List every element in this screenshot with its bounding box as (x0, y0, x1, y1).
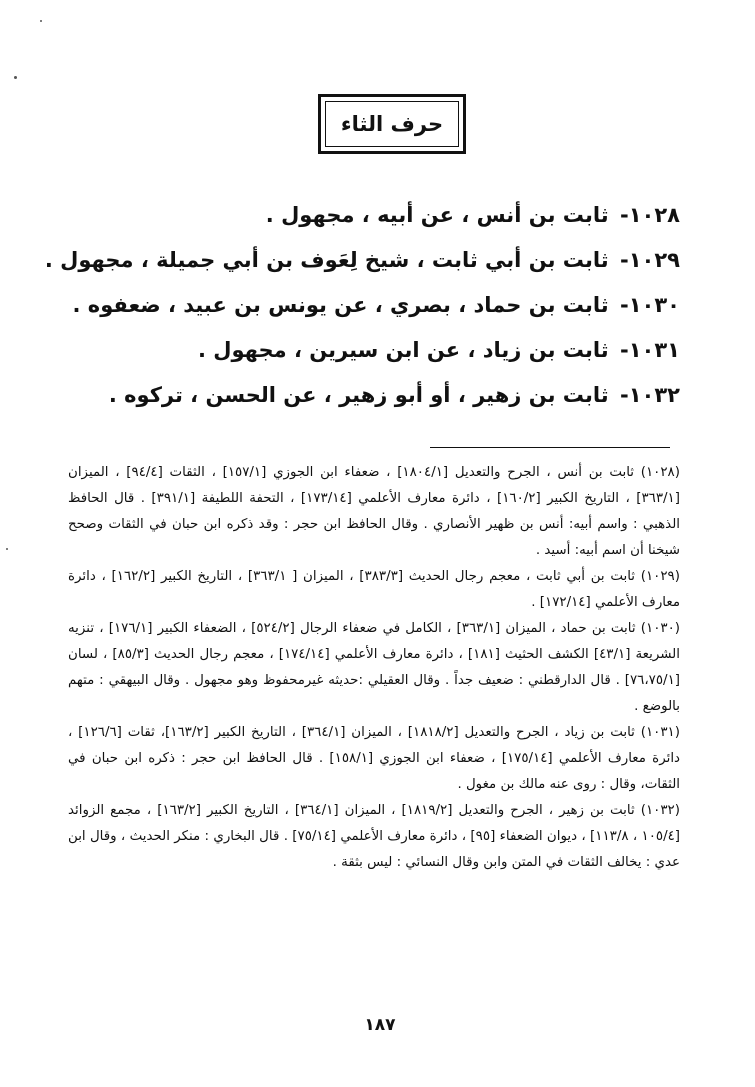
footnote-separator (430, 447, 670, 448)
footnote-number: (١٠٢٨) (640, 465, 680, 480)
scan-speck (14, 76, 17, 79)
scan-speck (40, 20, 42, 22)
entry-text: ثابت بن زياد ، عن ابن سيرين ، مجهول . (197, 338, 609, 362)
footnote (68, 460, 680, 564)
footnote-number: (١٠٣١) (640, 725, 680, 740)
footnote (68, 564, 680, 616)
entry-number: ١٠٣٢- (620, 383, 680, 407)
entries-list (44, 193, 680, 418)
entry-text: ثابت بن أبي ثابت ، شيخ لِعَوف بن أبي جميلة ، مجهول . (44, 248, 609, 272)
footnote (68, 720, 680, 798)
entry-number: ١٠٢٩- (620, 248, 680, 272)
entry-text: ثابت بن حماد ، بصري ، عن يونس بن عبيد ، ضعفوه . (72, 293, 609, 317)
footnote-text: ثابت بن أنس ، الجرح والتعديل [١٨٠٤/١] ، ضعفاء ابن الجوزي [١٥٧/١] ، الثقات [٩٤/٤] ، الميزان [٣٦٣/١] ، التاريخ الكبير [١٦٠/٢] ، دائرة معارف الأعلمي [١٧٣/١٤] ، التحفة اللطيفة [٣٩١/١] . قال الحافظ الذهبي : واسم أبيه: أنس بن ظهير الأنصاري . وقال الحافظ ابن حجر : وقد ذكره ابن حبان في الثقات وصحح شيخنا أن اسم أبيه: أسيد . (68, 465, 680, 558)
footnote-number: (١٠٣٢) (640, 803, 680, 818)
entry (72, 283, 680, 328)
footnote-text: ثابت بن حماد ، الميزان [٣٦٣/١] ، الكامل في ضعفاء الرجال [٥٢٤/٢] ، الضعفاء الكبير [١٧٦/١] ، تنزيه الشريعة [٤٣/١] الكشف الحثيث [١٨١] ، دائرة معارف الأعلمي [١٧٤/١٤] ، معجم رجال الحديث [٨٥/٣] ، لسان [٧٦،٧٥/١] . قال الدارقطني : ضعيف جداً . وقال العقيلي :حديثه غيرمحفوظ وهو مجهول . وقال البيهقي : متهم بالوضع . (68, 621, 680, 714)
entry (108, 373, 680, 418)
entry (120, 328, 680, 373)
entry-text: ثابت بن أنس ، عن أبيه ، مجهول . (265, 203, 609, 227)
footnote-number: (١٠٢٩) (640, 569, 680, 584)
footnote-text: ثابت بن زياد ، الجرح والتعديل [١٨١٨/٢] ، الميزان [٣٦٤/١] ، التاريخ الكبير [١٦٣/٢]، ثقات [١٢٦/٦] ، دائرة معارف الأعلمي [١٧٥/١٤] ، ضعفاء ابن الجوزي [١٥٨/١] . قال الحافظ ابن حجر : ذكره ابن حبان في الثقات، وقال : روى عنه مالك بن مغول . (68, 725, 680, 792)
entry (120, 193, 680, 238)
entry (44, 238, 680, 283)
footnote-text: ثابت بن زهير ، الجرح والتعديل [١٨١٩/٢] ، الميزان [٣٦٤/١] ، التاريخ الكبير [١٦٣/٢] ، مجمع الزوائد [١٠٥/٤ ، ١١٣/٨] ، ديوان الضعفاء [٩٥] ، دائرة معارف الأعلمي [٧٥/١٤] . قال البخاري : منكر الحديث ، وقال ابن عدي : يخالف الثقات في المتن وابن وقال النسائي : ليس بثقة . (68, 803, 681, 870)
chapter-heading-box (318, 94, 466, 154)
entry-number: ١٠٣١- (620, 338, 680, 362)
footnote (68, 798, 680, 876)
chapter-heading: حرف الثاء (340, 112, 444, 136)
page-number: ١٨٧ (364, 1015, 396, 1035)
entry-number: ١٠٢٨- (620, 203, 680, 227)
footnote (68, 616, 680, 720)
chapter-heading-inner-frame (325, 101, 459, 147)
footnote-number: (١٠٣٠) (640, 621, 681, 636)
scan-speck (6, 548, 8, 550)
entry-number: ١٠٣٠- (620, 293, 680, 317)
footnote-text: ثابت بن أبي ثابت ، معجم رجال الحديث [٣٨٣/٣] ، الميزان [ ٣٦٣/١] ، التاريخ الكبير [١٦٢/٢] ، دائرة معارف الأعلمي [١٧٢/١٤] . (68, 569, 680, 610)
entry-text: ثابت بن زهير ، أو أبو زهير ، عن الحسن ، تركوه . (108, 383, 609, 407)
footnotes (68, 460, 680, 876)
